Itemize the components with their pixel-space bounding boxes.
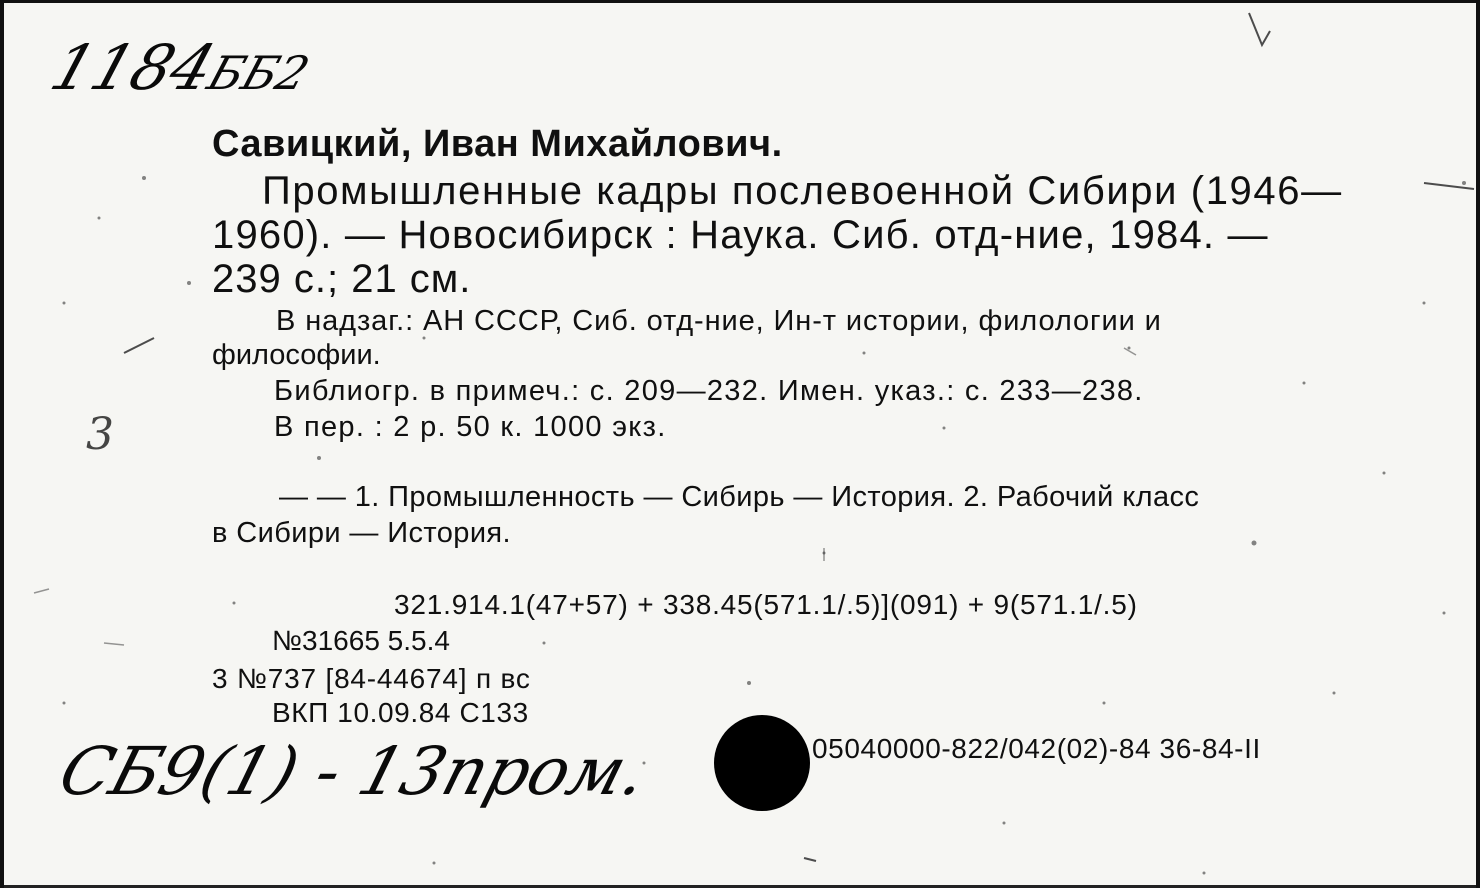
punch-hole xyxy=(714,715,810,811)
subjects-line-1: — — 1. Промышленность — Сибирь — История. 2. Рабочий класс xyxy=(279,481,1200,513)
title-line-2: 1960). — Новосибирск : Наука. Сиб. отд-ние, 1984. — xyxy=(212,213,1269,257)
biblio-line-1: Библиогр. в примеч.: с. 209—232. Имен. указ.: с. 233—238. xyxy=(274,375,1144,407)
isbn-code: 05040000-822/042(02)-84 36-84-II xyxy=(812,733,1261,764)
subjects-line-2: в Сибири — История. xyxy=(212,517,511,549)
record-number: №31665 5.5.4 xyxy=(272,625,450,656)
shelfmark-bottom: СБ9(1) - 13пром. xyxy=(51,733,657,810)
title-line-1: Промышленные кадры послевоенной Сибири (1946— xyxy=(262,169,1343,213)
author-heading: Савицкий, Иван Михайлович. xyxy=(212,123,783,165)
classification-index: 321.914.1(47+57) + 338.45(571.1/.5)](091) + 9(571.1/.5) xyxy=(394,589,1138,620)
biblio-line-2: В пер. : 2 р. 50 к. 1000 экз. xyxy=(274,411,667,443)
order-number: 3 №737 [84-44674] п вс xyxy=(212,663,531,694)
margin-mark: 3 xyxy=(86,409,114,460)
note-line-2: философии. xyxy=(212,339,381,371)
title-line-3: 239 с.; 21 см. xyxy=(212,257,472,301)
note-line-1: В надзаг.: АН СССР, Сиб. отд-ние, Ин-т истории, филологии и xyxy=(276,305,1162,337)
shelfmark-top: 1184ББ2 xyxy=(42,31,316,104)
vkp-stamp: ВКП 10.09.84 С133 xyxy=(272,697,529,728)
